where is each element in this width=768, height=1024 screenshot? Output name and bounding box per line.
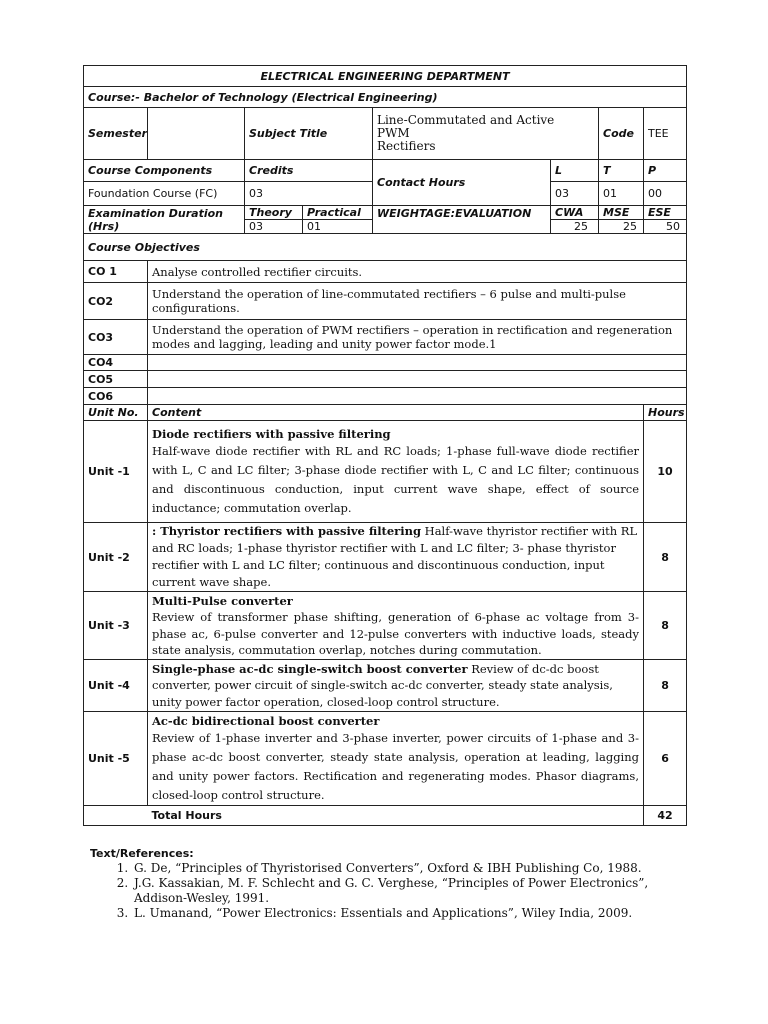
objective-text: Understand the operation of PWM rectifiers – operation in rectification and regeneration modes and lagging, leading and unity power factor mode.1 [148, 320, 687, 355]
semester-value [148, 108, 245, 160]
code-label: Code [599, 108, 644, 160]
total-hours-value: 42 [644, 806, 687, 826]
practical-label: Practical [303, 206, 373, 220]
unit-label: Unit -3 [84, 592, 148, 660]
reference-item: 2. J.G. Kassakian, M. F. Schlecht and G. C. Verghese, “Principles of Power Electronics”, Addison-Wesley, 1991. [132, 876, 690, 906]
objective-id: CO 1 [84, 261, 148, 283]
unit-heading: Single-phase ac-dc single-switch boost converter [152, 661, 468, 676]
units-header-row [84, 405, 687, 421]
unit-body: Half-wave diode rectifier with RL and RC loads; 1-phase full-wave diode rectifier with L, C and LC filter; 3-phase diode rectifier with L, C and LC filter; continuous and discontinuous conduction, input current wave shape, effect of source inductance; commutation overlap. [152, 443, 639, 515]
course-name: Course:- Bachelor of Technology (Electrical Engineering) [84, 87, 687, 108]
objective-text: Understand the operation of line-commutated rectifiers – 6 pulse and multi-pulse configurations. [148, 283, 687, 320]
department-title: ELECTRICAL ENGINEERING DEPARTMENT [84, 66, 687, 87]
theory-value: 03 [245, 220, 303, 234]
unit-heading: : Thyristor rectifiers with passive filtering [152, 524, 422, 538]
content-header: Content [148, 405, 644, 421]
theory-label: Theory [245, 206, 303, 220]
objective-id: CO4 [84, 355, 148, 371]
credits-value: 03 [245, 182, 373, 206]
T-value: 01 [599, 182, 644, 206]
objective-text [148, 388, 687, 405]
code-value: TEE [644, 108, 687, 160]
objective-text [148, 355, 687, 371]
total-row [84, 806, 687, 826]
unit-content [148, 592, 644, 660]
unit-row [84, 712, 687, 806]
unit-no-header: Unit No. [84, 405, 148, 421]
objective-text: Analyse controlled rectifier circuits. [148, 261, 687, 283]
unit-hours: 6 [644, 712, 687, 806]
P-label: P [644, 160, 687, 182]
unit-hours: 10 [644, 421, 687, 523]
objective-text [148, 371, 687, 388]
unit-body: Review of dc-dc boost converter, power circuit of single-switch ac-dc converter, steady state analysis, unity power factor operation, closed-loop control structure. [152, 661, 613, 709]
unit-content [148, 660, 644, 712]
unit-content [148, 523, 644, 592]
unit-content [148, 712, 644, 806]
objective-row [84, 355, 687, 371]
objective-row [84, 320, 687, 355]
unit-row [84, 660, 687, 712]
references-title: Text/References: [90, 847, 194, 860]
practical-value: 01 [303, 220, 373, 234]
hours-header: Hours [644, 405, 687, 421]
subject-title-line1: Line-Commutated and Active [377, 113, 555, 127]
mse-value: 25 [599, 220, 644, 234]
course-components-label: Course Components [84, 160, 245, 182]
unit-label: Unit -4 [84, 660, 148, 712]
subject-title-line3: Rectifiers [377, 139, 436, 153]
reference-item: 1. G. De, “Principles of Thyristorised Converters”, Oxford & IBH Publishing Co, 1988. [132, 861, 690, 876]
ese-value: 50 [644, 220, 687, 234]
course-row [84, 87, 687, 108]
objective-row [84, 283, 687, 320]
total-hours-label: Total Hours [148, 806, 644, 826]
references-section [90, 846, 690, 921]
unit-row [84, 523, 687, 592]
contact-hours-label: Contact Hours [373, 160, 551, 206]
credits-label: Credits [245, 160, 373, 182]
objective-id: CO2 [84, 283, 148, 320]
reference-item: 3. L. Umanand, “Power Electronics: Essentials and Applications”, Wiley India, 2009. [132, 906, 690, 921]
unit-body: Half-wave thyristor rectifier with RL and RC loads; 1-phase thyristor rectifier with L and LC filter; 3- phase thyristor rectifier with L and LC filter; continuous and discontinuous conduction, input current wave shape. [152, 524, 638, 589]
subject-title-label: Subject Title [245, 108, 373, 160]
objective-row [84, 371, 687, 388]
total-spacer [84, 806, 148, 826]
course-objectives-label: Course Objectives [84, 234, 687, 261]
exam-header-row [84, 206, 687, 220]
unit-body: Review of 1-phase inverter and 3-phase inverter, power circuits of 1-phase and 3-phase ac-dc boost converter, steady state analysis, operation at leading, lagging and unity power factors. Rectification and regenerating modes. Phasor diagrams, closed-loop control structure. [152, 730, 639, 802]
unit-content [148, 421, 644, 523]
objective-row [84, 261, 687, 283]
unit-hours: 8 [644, 660, 687, 712]
foundation-label: Foundation Course (FC) [84, 182, 245, 206]
L-value: 03 [551, 182, 599, 206]
L-label: L [551, 160, 599, 182]
objective-id: CO3 [84, 320, 148, 355]
subject-title-line2: PWM [377, 126, 410, 140]
exam-duration-label: Examination Duration (Hrs) [84, 206, 245, 234]
unit-label: Unit -2 [84, 523, 148, 592]
references-list [90, 861, 690, 921]
objectives-header-row [84, 234, 687, 261]
T-label: T [599, 160, 644, 182]
components-header-row [84, 160, 687, 182]
subject-row [84, 108, 687, 160]
mse-label: MSE [599, 206, 644, 220]
department-row [84, 66, 687, 87]
syllabus-sheet [83, 65, 686, 826]
unit-row [84, 592, 687, 660]
unit-row [84, 421, 687, 523]
unit-hours: 8 [644, 592, 687, 660]
cwa-value: 25 [551, 220, 599, 234]
unit-heading: Multi-Pulse converter [152, 593, 293, 608]
P-value: 00 [644, 182, 687, 206]
objective-row [84, 388, 687, 405]
objective-id: CO5 [84, 371, 148, 388]
cwa-label: CWA [551, 206, 599, 220]
unit-heading: Ac-dc bidirectional boost converter [152, 713, 380, 728]
semester-label: Semester [84, 108, 148, 160]
unit-hours: 8 [644, 523, 687, 592]
subject-title-value [373, 108, 599, 160]
unit-heading: Diode rectifiers with passive filtering [152, 426, 391, 441]
objective-id: CO6 [84, 388, 148, 405]
unit-label: Unit -5 [84, 712, 148, 806]
unit-body: Review of transformer phase shifting, generation of 6-phase ac voltage from 3-phase ac, 6-pulse converter and 12-pulse converters with inductive loads, steady state analysis, commutation overlap, notches during commutation. [152, 610, 639, 657]
unit-label: Unit -1 [84, 421, 148, 523]
ese-label: ESE [644, 206, 687, 220]
weightage-label: WEIGHTAGE:EVALUATION [373, 206, 551, 234]
syllabus-table [83, 65, 687, 826]
